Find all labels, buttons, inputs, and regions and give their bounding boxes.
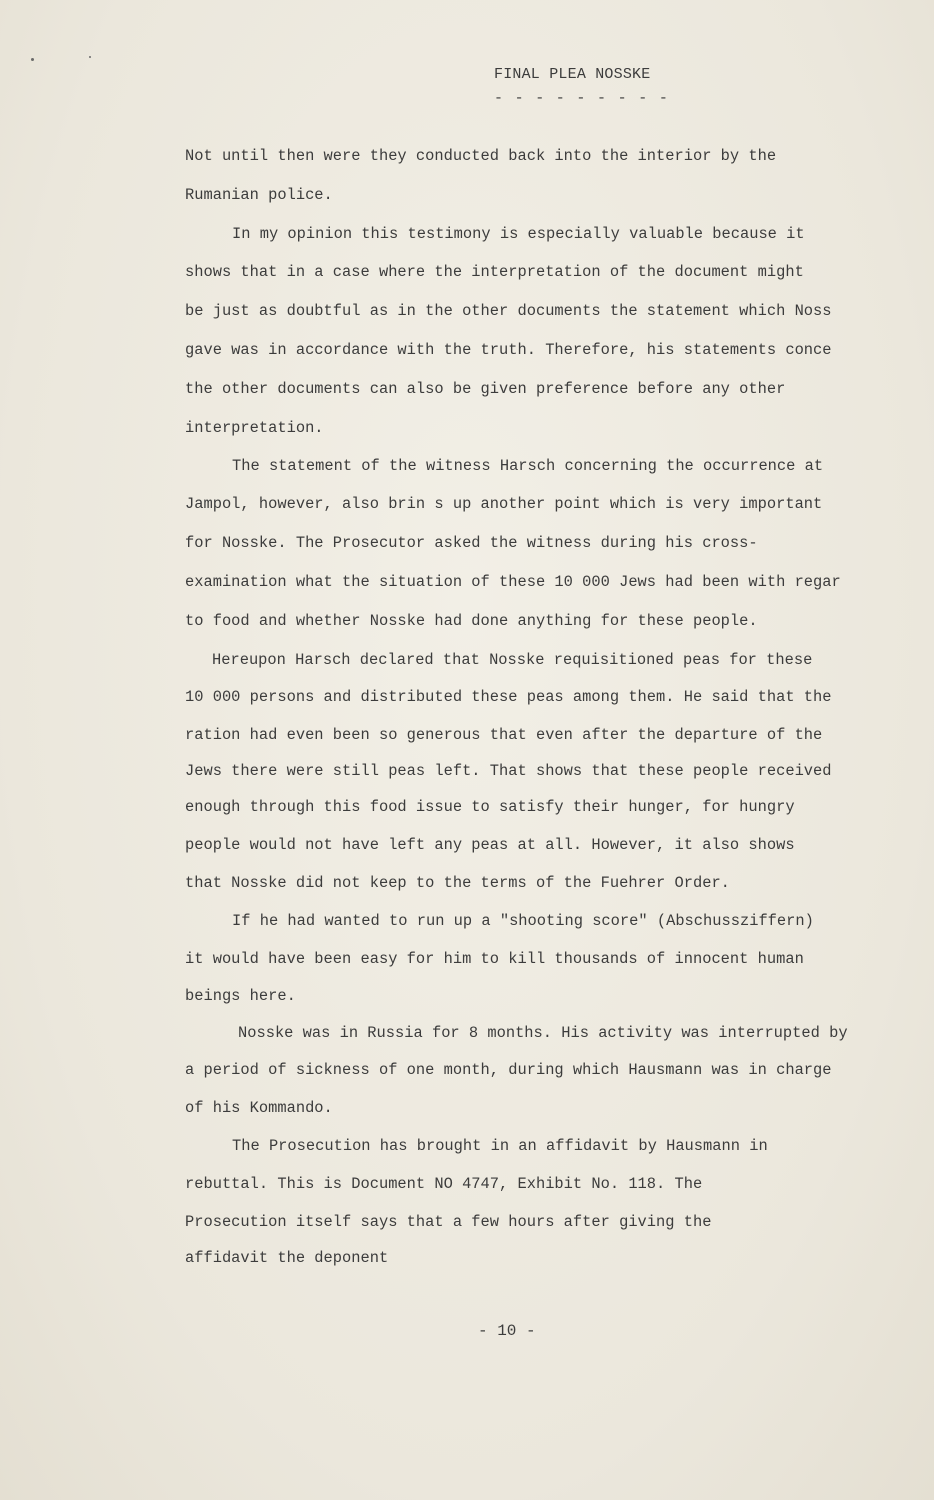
body-line: Prosecution itself says that a few hours after giving the [185, 1213, 712, 1231]
body-line: to food and whether Nosske had done anything for these people. [185, 612, 758, 630]
body-line: examination what the situation of these 10 000 Jews had been with regar [185, 573, 841, 591]
body-line: it would have been easy for him to kill thousands of innocent human [185, 950, 804, 968]
body-line: Rumanian police. [185, 186, 333, 204]
body-line: Not until then were they conducted back into the interior by the [185, 147, 777, 165]
body-line: 10 000 persons and distributed these peas among them. He said that the [185, 688, 832, 706]
body-line: Jews there were still peas left. That shows that these people received [185, 762, 832, 780]
body-line: Hereupon Harsch declared that Nosske requisitioned peas for these [212, 651, 813, 669]
body-line: enough through this food issue to satisfy their hunger, for hungry [185, 798, 795, 816]
body-line: of his Kommando. [185, 1099, 333, 1117]
body-line: In my opinion this testimony is especially valuable because it [232, 225, 805, 243]
body-line: The Prosecution has brought in an affidavit by Hausmann in [232, 1137, 768, 1155]
body-line: a period of sickness of one month, during which Hausmann was in charge [185, 1061, 832, 1079]
body-line: Jampol, however, also brin s up another point which is very important [185, 495, 823, 513]
body-line: Nosske was in Russia for 8 months. His activity was interrupted by [238, 1024, 848, 1042]
body-line: shows that in a case where the interpretation of the document might [185, 263, 804, 281]
body-line: If he had wanted to run up a "shooting score" (Abschussziffern) [232, 912, 814, 930]
body-line: affidavit the deponent [185, 1249, 389, 1267]
body-line: ration had even been so generous that even after the departure of the [185, 726, 823, 744]
page-number: - 10 - [478, 1322, 536, 1340]
body-line: interpretation. [185, 419, 324, 437]
body-line: The statement of the witness Harsch concerning the occurrence at [232, 457, 824, 475]
body-line: that Nosske did not keep to the terms of the Fuehrer Order. [185, 874, 730, 892]
body-line: people would not have left any peas at all. However, it also shows [185, 836, 795, 854]
body-line: beings here. [185, 987, 296, 1005]
body-line: the other documents can also be given preference before any other [185, 380, 786, 398]
body-line: rebuttal. This is Document NO 4747, Exhibit No. 118. The [185, 1175, 703, 1193]
body-line: for Nosske. The Prosecutor asked the witness during his cross- [185, 534, 758, 552]
page-header-title: FINAL PLEA NOSSKE [494, 66, 651, 83]
body-line: be just as doubtful as in the other documents the statement which Noss [185, 302, 832, 320]
body-line: gave was in accordance with the truth. Therefore, his statements conce [185, 341, 832, 359]
paper-speck [31, 58, 34, 61]
header-underline: - - - - - - - - - [494, 90, 670, 107]
paper-speck [89, 56, 91, 58]
